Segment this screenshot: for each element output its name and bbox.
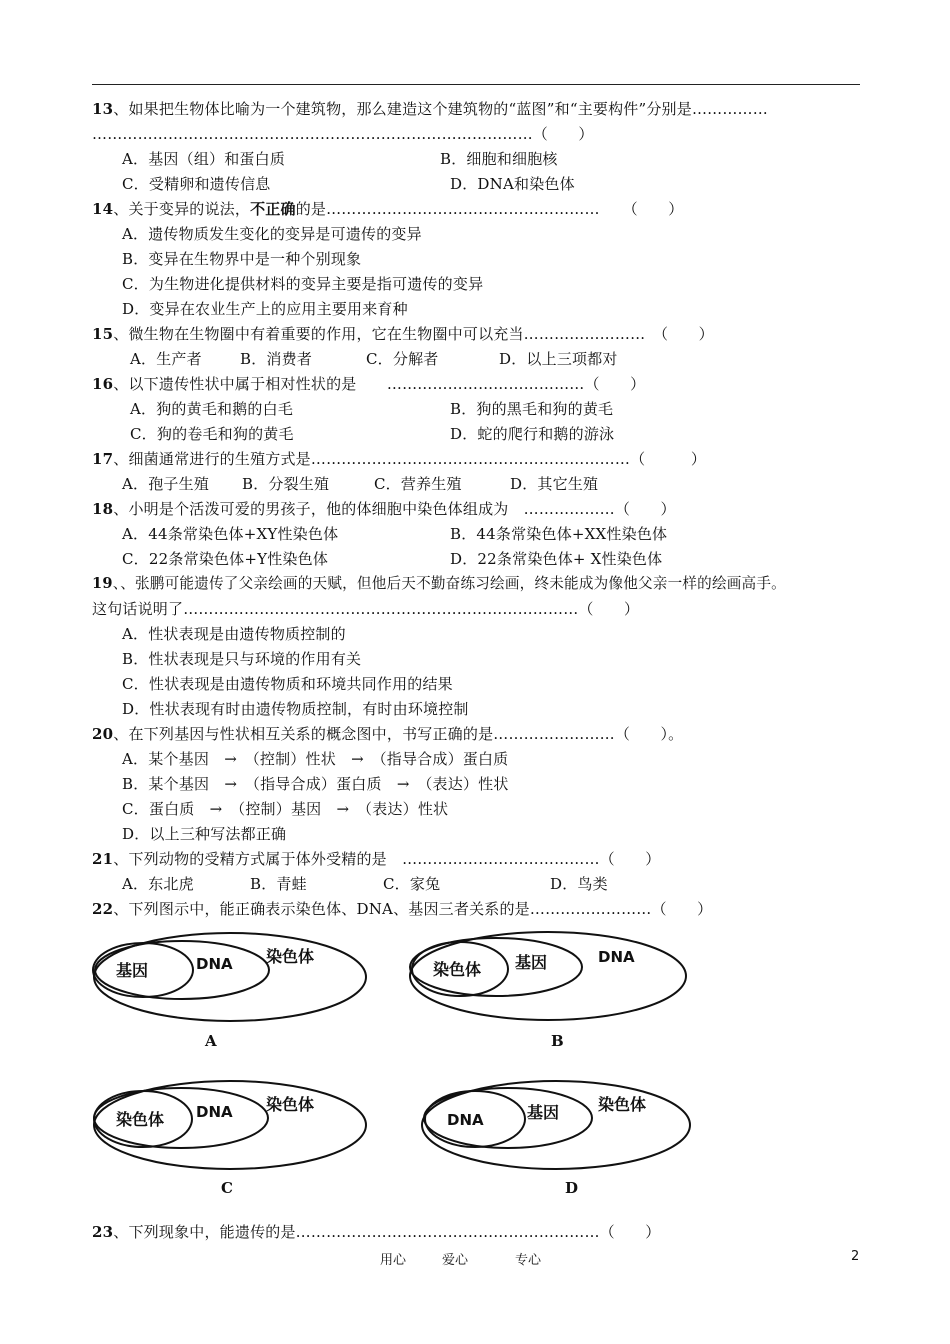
inner-label: 染色体 (116, 1110, 165, 1129)
question-number: 21 (92, 850, 114, 868)
outer-label: 染色体 (598, 1095, 647, 1114)
footer-text-3: 专心 (515, 1253, 542, 1268)
option-a: A．性状表现是由遗传物质控制的 (122, 625, 346, 643)
question-text: 、、张鹏可能遗传了父亲绘画的天赋，但他后天不勤奋练习绘画，终未能成为像他父亲一样的绘画高手。 (112, 575, 786, 592)
question-text: 、以下遗传性状中属于相对性状的是 …………………………………（ ） (113, 375, 646, 393)
option-c: C．蛋白质 → （控制）基因 → （表达）性状 (122, 800, 449, 818)
diagram-d (422, 1081, 690, 1197)
question-number: 18 (92, 500, 114, 518)
question-text: 、下列图示中，能正确表示染色体、DNA、基因三者关系的是……………………（ ） (113, 900, 713, 918)
outer-label: DNA (598, 948, 635, 966)
diagram-a (93, 933, 366, 1050)
option-d: D．以上三项都对 (499, 350, 618, 368)
question-number: 20 (92, 725, 114, 743)
option-d: D．蛇的爬行和鹅的游泳 (450, 425, 615, 443)
question-13-cont: ……………………………………………………………………………（ ） (92, 125, 594, 143)
question-23 (92, 1222, 660, 1242)
option-d: D．22条常染色体+ X性染色体 (450, 550, 663, 568)
inner-label: DNA (447, 1111, 484, 1129)
question-text: 、小明是个活泼可爱的男孩子，他的体细胞中染色体组成为 ………………（ ） (113, 500, 676, 518)
middle-label: DNA (196, 1103, 233, 1121)
question-number: 14 (92, 200, 114, 218)
diagram-b (410, 932, 686, 1050)
outer-label: 染色体 (266, 1095, 315, 1114)
middle-label: 基因 (527, 1103, 560, 1122)
option-d: D．DNA和染色体 (450, 175, 575, 193)
question-text: 、如果把生物体比喻为一个建筑物，那么建造这个建筑物的“蓝图”和“主要构件”分别是…………… (113, 100, 768, 118)
question-number: 16 (92, 375, 114, 393)
page-number: 2 (851, 1249, 860, 1264)
footer-text-2: 爱心 (442, 1253, 469, 1268)
option-d: D．性状表现有时由遗传物质控制，有时由环境控制 (122, 700, 469, 718)
option-c: C．为生物进化提供材料的变异主要是指可遗传的变异 (122, 275, 484, 293)
option-b: B．变异在生物界中是一种个别现象 (122, 250, 362, 268)
option-a: A．生产者 (130, 350, 202, 368)
outer-label: 染色体 (266, 947, 315, 966)
option-c: C．营养生殖 (374, 475, 462, 493)
diagram-caption: B (551, 1032, 564, 1050)
option-b: B．狗的黑毛和狗的黄毛 (450, 400, 614, 418)
question-text: 、细菌通常进行的生殖方式是………………………………………………………（ ） (113, 450, 707, 468)
option-a: A．44条常染色体+XY性染色体 (122, 525, 339, 543)
diagram-caption: A (205, 1032, 217, 1050)
option-b: B．性状表现是只与环境的作用有关 (122, 650, 362, 668)
question-text: 、下列现象中，能遗传的是……………………………………………………（ ） (113, 1223, 661, 1241)
option-c: C．22条常染色体+Y性染色体 (122, 550, 329, 568)
diagram-caption: D (565, 1179, 579, 1197)
option-d: D．鸟类 (550, 875, 608, 893)
option-c: C．性状表现是由遗传物质和环境共同作用的结果 (122, 675, 453, 693)
emphasis-text: 不正确 (250, 200, 296, 218)
diagram-c (94, 1081, 366, 1197)
option-b: B．某个基因 → （指导合成）蛋白质 → （表达）性状 (122, 775, 509, 793)
option-b: B．细胞和细胞核 (440, 150, 558, 168)
question-number: 15 (92, 325, 114, 343)
question-text: 、在下列基因与性状相互关系的概念图中，书写正确的是……………………（ ）。 (113, 725, 684, 743)
question-text-pre: 、关于变异的说法， (113, 200, 251, 218)
option-b: B．分裂生殖 (242, 475, 330, 493)
question-number: 22 (92, 900, 114, 918)
middle-label: DNA (196, 955, 233, 973)
option-c: C．狗的卷毛和狗的黄毛 (130, 425, 294, 443)
option-c: C．受精卵和遗传信息 (122, 175, 271, 193)
option-a: A．基因（组）和蛋白质 (122, 150, 286, 168)
option-a: A．狗的黄毛和鹅的白毛 (130, 400, 294, 418)
question-text-post: 的是……………………………………………… （ ） (295, 200, 684, 218)
option-c: C．分解者 (366, 350, 439, 368)
inner-label: 染色体 (433, 960, 482, 979)
option-b: B．消费者 (240, 350, 313, 368)
option-a: A．某个基因 → （控制）性状 → （指导合成）蛋白质 (122, 750, 509, 768)
option-b: B．44条常染色体+XX性染色体 (450, 525, 668, 543)
question-number: 23 (92, 1223, 114, 1241)
option-c: C．家兔 (383, 875, 441, 893)
question-number: 17 (92, 450, 114, 468)
question-text: 、下列动物的受精方式属于体外受精的是 …………………………………（ ） (113, 850, 661, 868)
footer-text-1: 用心 (380, 1253, 407, 1268)
option-d: D．以上三种写法都正确 (122, 825, 287, 843)
middle-label: 基因 (515, 953, 548, 972)
option-a: A．东北虎 (122, 875, 194, 893)
diagram-caption: C (221, 1179, 233, 1197)
question-number: 19 (92, 575, 113, 592)
option-a: A．遗传物质发生变化的变异是可遗传的变异 (122, 225, 422, 243)
question-text: 、微生物在生物圈中有着重要的作用，它在生物圈中可以充当…………………… （ ） (113, 325, 714, 343)
question-number: 13 (92, 100, 114, 118)
question-19-cont: 这句话说明了……………………………………………………………………（ ） (92, 600, 640, 618)
inner-label: 基因 (116, 961, 149, 980)
option-a: A．孢子生殖 (122, 475, 210, 493)
option-d: D．变异在农业生产上的应用主要用来育种 (122, 300, 408, 318)
option-d: D．其它生殖 (510, 475, 599, 493)
option-b: B．青蛙 (250, 875, 307, 893)
